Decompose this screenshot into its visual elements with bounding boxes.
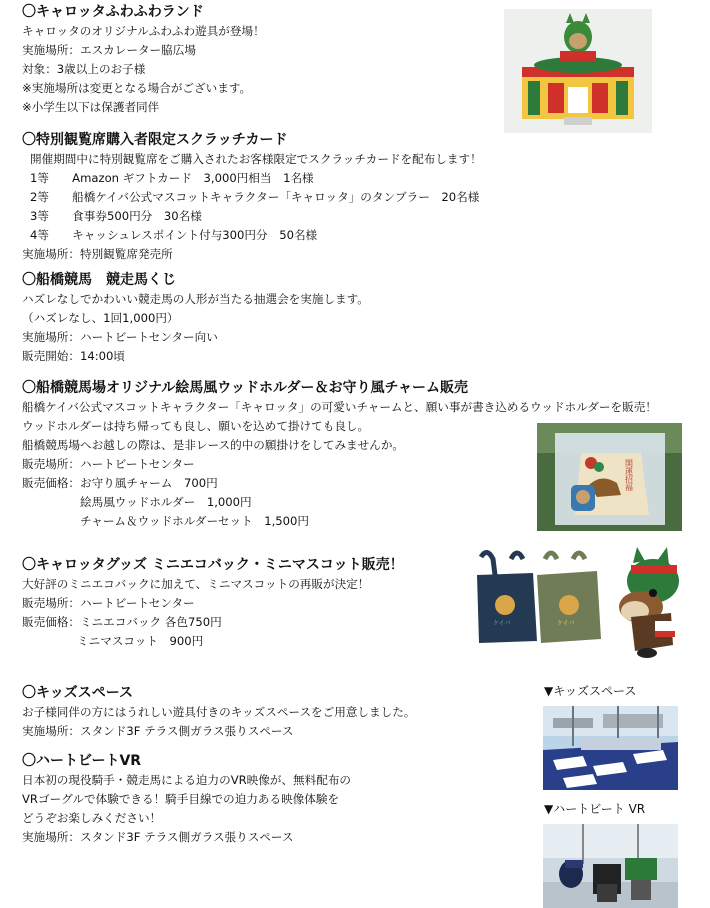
navy-bag-label: ケイバ	[493, 620, 511, 627]
kids-space-caption: ▼キッズスペース	[544, 684, 637, 698]
price-line: ミニマスコット 900円	[77, 634, 204, 648]
text-line: ※実施場所は変更となる場合がございます。	[22, 81, 252, 95]
text-line: 船橋競馬場へお越しの際は、是非レース的中の願掛けをしてみませんか。	[22, 438, 405, 452]
text-line: お子様同伴の方にはうれしい遊具付きのキッズスペースをご用意しました。	[22, 705, 416, 719]
mini-mascot-photo	[611, 545, 691, 660]
text-line: 実施場所：ハートビートセンター向い	[22, 330, 218, 344]
price-line: 絵馬風ウッドホルダー 1,000円	[80, 495, 252, 509]
prize-line: 4等 キャッシュレスポイント付与300円分 50名様	[30, 228, 318, 242]
section-heartbeat-vr	[22, 752, 351, 847]
text-line: 日本初の現役騎手・競走馬による迫力のVR映像が、無料配布の	[22, 773, 352, 787]
text-line: ※小学生以下は保護者同伴	[22, 100, 160, 114]
text-line: VRゴーグルで体験できる！騎手目線での迫力ある映像体験を	[22, 792, 340, 806]
section-goods	[22, 556, 404, 651]
text-line: 実施場所：特別観覧席発売所	[22, 247, 173, 261]
section-title: 〇ハートビートVR	[22, 753, 142, 769]
text-line: 大好評のミニエコバックに加えて、ミニマスコットの再販が決定！	[22, 577, 370, 591]
green-bag-label: ケイバ	[557, 620, 575, 627]
text-line: 販売開始：14:00頃	[22, 349, 125, 363]
kids-space-photo	[543, 706, 678, 790]
heartbeat-vr-photo	[543, 824, 678, 908]
text-line: （ハズレなし、1回1,000円）	[22, 311, 179, 325]
section-title: 〇キャロッタふわふわランド	[22, 4, 204, 20]
text-line: ハズレなしでかわいい競走馬の人形が当たる抽選会を実施します。	[22, 292, 369, 306]
text-line: 実施場所：エスカレーター脇広場	[22, 43, 196, 57]
section-title: 〇特別観覧席購入者限定スクラッチカード	[22, 132, 288, 148]
section-scratch-card	[22, 131, 482, 264]
prize-line: 3等 食事券500円分 30名様	[30, 209, 202, 223]
text-line: ウッドホルダーは持ち帰っても良し、願いを込めて掛けても良し。	[22, 419, 370, 433]
text-line: どうぞお楽しみください！	[22, 811, 162, 825]
text-line: 開催期間中に特別観覧席をご購入されたお客様限定でスクラッチカードを配布します！	[30, 152, 482, 166]
section-title: 〇船橋競馬 競走馬くじ	[22, 272, 176, 288]
text-line: 販売場所：ハートビートセンター	[22, 596, 195, 610]
text-line: 販売場所：ハートビートセンター	[22, 457, 195, 471]
wood-holder-photo	[537, 423, 682, 531]
section-title: 〇船橋競馬場オリジナル絵馬風ウッドホルダー＆お守り風チャーム販売	[22, 380, 469, 396]
text-line: 対象：3歳以上のお子様	[22, 62, 146, 76]
section-fuwafuwa-land	[22, 3, 265, 117]
section-title: 〇キッズスペース	[22, 685, 134, 701]
text-line: キャロッタのオリジナルふわふわ遊具が登場！	[22, 24, 265, 38]
prize-line: 2等 船橋ケイバ公式マスコットキャラクター「キャロッタ」のタンブラー 20名様	[30, 190, 480, 204]
bounce-house-photo	[504, 9, 652, 133]
price-line: チャーム＆ウッドホルダーセット 1,500円	[80, 514, 310, 528]
wood-holder-sign-text: 開運招福	[624, 459, 634, 491]
heartbeat-vr-caption: ▼ハートビート VR	[544, 802, 646, 816]
prize-line: 1等 Amazon ギフトカード 3,000円相当 1名様	[30, 171, 314, 185]
text-line: 販売価格：ミニエコバック 各色750円	[22, 615, 222, 629]
section-horse-lottery	[22, 271, 369, 366]
section-kids-space	[22, 684, 415, 741]
text-line: 実施場所：スタンド3F テラス側ガラス張りスペース	[22, 830, 294, 844]
text-line: 販売価格：お守り風チャーム 700円	[22, 476, 218, 490]
text-line: 実施場所：スタンド3F テラス側ガラス張りスペース	[22, 724, 294, 738]
section-title: 〇キャロッタグッズ ミニエコバック・ミニマスコット販売！	[22, 557, 404, 573]
eco-bag-photo	[473, 545, 603, 650]
text-line: 船橋ケイバ公式マスコットキャラクター「キャロッタ」の可愛いチャームと、願い事が書き込めるウッドホルダーを販売！	[22, 400, 657, 414]
